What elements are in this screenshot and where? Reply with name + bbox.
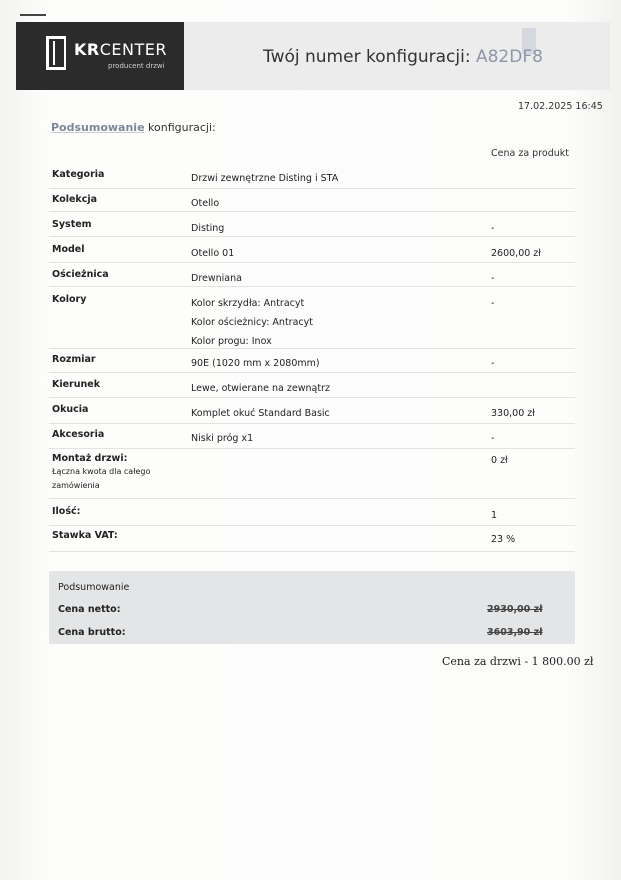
row-value: Niski próg x1 [191, 433, 254, 444]
row-value: Lewe, otwierane na zewnątrz [191, 383, 330, 394]
table-row [49, 426, 575, 449]
row-price: 0 zł [491, 455, 508, 466]
row-label: Kategoria [52, 169, 105, 180]
row-label: Kolekcja [52, 194, 98, 205]
table-row [49, 291, 575, 349]
summary-link[interactable]: Podsumowanie [51, 121, 145, 134]
row-value: Drzwi zewnętrzne Disting i STA [191, 173, 339, 184]
table-row [49, 527, 575, 552]
table-row [49, 241, 575, 263]
row-price: - [491, 223, 495, 234]
row-price: 330,00 zł [491, 408, 535, 419]
row-value: Kolor skrzydła: Antracyt [191, 298, 305, 309]
door-icon [46, 36, 66, 70]
gross-price-value: 3603,90 zł [487, 627, 543, 638]
table-row [49, 376, 575, 398]
row-label: Okucia [52, 404, 89, 415]
net-price-label: Cena netto: [58, 604, 121, 615]
document-datetime: 17.02.2025 16:45 [518, 101, 603, 112]
row-label: Rozmiar [52, 354, 96, 365]
row-label: Kolory [52, 294, 87, 305]
table-row [49, 166, 575, 189]
row-label: Kierunek [52, 379, 101, 390]
row-label: Akcesoria [52, 429, 105, 440]
row-price: 2600,00 zł [491, 248, 541, 259]
gross-price-label: Cena brutto: [58, 627, 126, 638]
price-column-header: Cena za produkt [491, 148, 569, 159]
row-price: - [491, 433, 495, 444]
handwritten-price-note: Cena za drzwi - 1 800.00 zł [442, 655, 594, 668]
pen-mark [20, 14, 46, 16]
row-label: Ilość: [52, 506, 81, 517]
row-value: Kolor progu: Inox [191, 336, 272, 347]
row-value: Disting [191, 223, 225, 234]
row-value: Drewniana [191, 273, 242, 284]
row-price: - [491, 298, 495, 309]
row-label: System [52, 219, 92, 230]
table-row [49, 216, 575, 237]
row-label: Model [52, 244, 85, 255]
row-label: Montaż drzwi: [52, 453, 128, 464]
totals-title: Podsumowanie [58, 582, 130, 593]
row-value: 90E (1020 mm x 2080mm) [191, 358, 320, 369]
table-row [49, 191, 575, 212]
row-price: 1 [491, 510, 498, 521]
table-row [49, 266, 575, 287]
net-price-value: 2930,00 zł [487, 604, 543, 615]
row-value: Kolor ościeżnicy: Antracyt [191, 317, 313, 328]
row-label: Ościeżnica [52, 269, 109, 280]
brand-name: KRCENTER [74, 40, 167, 59]
row-label: Stawka VAT: [52, 530, 118, 541]
page-title: Twój numer konfiguracji: A82DF8 [263, 47, 543, 67]
table-row [49, 401, 575, 424]
row-price: - [491, 273, 495, 284]
table-row [49, 503, 575, 526]
row-value: Otello [191, 198, 220, 209]
row-price: 23 % [491, 534, 516, 545]
brand-logo [16, 22, 184, 90]
table-row [49, 450, 575, 499]
summary-heading: Podsumowanie konfiguracji: [51, 121, 216, 134]
table-row [49, 351, 575, 373]
brand-tagline: producent drzwi [108, 62, 165, 70]
config-code: A82DF8 [475, 47, 543, 67]
row-value: Komplet okuć Standard Basic [191, 408, 330, 419]
row-value: Otello 01 [191, 248, 235, 259]
row-sublabel: Łączna kwota dla całego zamówienia [52, 467, 151, 490]
row-price: - [491, 358, 495, 369]
